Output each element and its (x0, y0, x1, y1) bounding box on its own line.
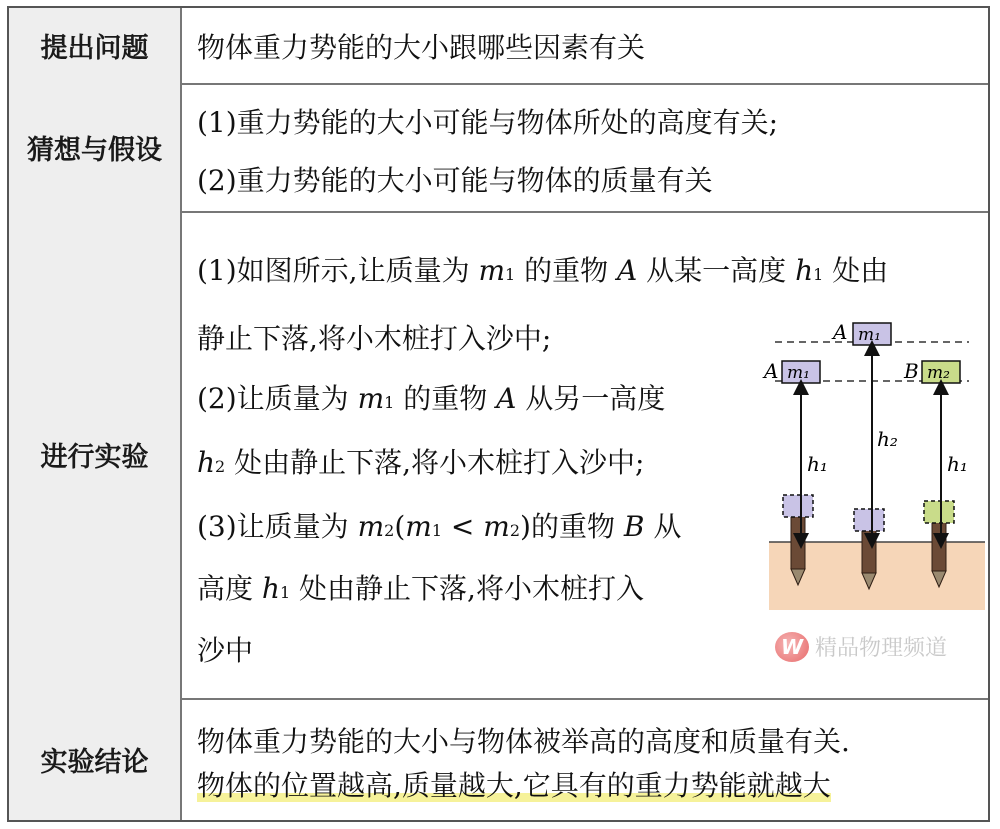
svg-text:B: B (904, 359, 919, 383)
row-label-hypothesis: 猜想与假设 (9, 83, 182, 211)
block-A-mid (762, 359, 820, 383)
svg-text:m₁: m₁ (858, 325, 881, 345)
conclusion-line-1: 物体重力势能的大小与物体被举高的高度和质量有关. (197, 725, 850, 758)
row-conclusion (9, 698, 988, 820)
row-label-conclusion: 实验结论 (9, 698, 182, 820)
step2-line1: (2)让质量为 m1 的重物 A 从另一高度 (197, 382, 666, 415)
hypothesis-line-2: (2)重力势能的大小可能与物体的质量有关 (197, 164, 713, 197)
step3-line3: 沙中 (197, 634, 254, 667)
block-landed-1 (783, 495, 813, 517)
svg-text:A: A (833, 320, 848, 344)
svg-text:A: A (764, 359, 779, 383)
row-content-experiment (183, 211, 988, 698)
step1-line1: (1)如图所示,让质量为 m1 的重物 A 从某一高度 h1 处由 (197, 254, 889, 287)
block-B-mid (903, 359, 960, 383)
row-label-experiment: 进行实验 (9, 211, 182, 698)
block-landed-3 (924, 501, 954, 523)
hypothesis-line-1: (1)重力势能的大小可能与物体所处的高度有关; (197, 106, 779, 139)
experiment-table (7, 6, 990, 822)
step2-line2: h2 处由静止下落,将小木桩打入沙中; (197, 446, 645, 479)
block-landed-2 (854, 509, 884, 531)
svg-text:m₂: m₂ (927, 363, 950, 383)
row-content-hypothesis (183, 83, 988, 211)
watermark: W 精品物理频道 (775, 631, 947, 662)
svg-text:m₁: m₁ (787, 363, 810, 383)
watermark-logo-icon: W (775, 632, 809, 662)
row-content-conclusion (183, 698, 988, 820)
row-question (9, 8, 988, 85)
step1-line2: 静止下落,将小木桩打入沙中; (197, 322, 552, 355)
row-content-question (183, 8, 988, 83)
question-text: 物体重力势能的大小跟哪些因素有关 (197, 31, 646, 64)
stake-3 (932, 519, 946, 587)
label-h1-right: h₁ (947, 452, 968, 476)
step3-line2: 高度 h1 处由静止下落,将小木桩打入 (197, 572, 644, 605)
label-h1-left: h₁ (807, 452, 828, 476)
row-hypothesis (9, 83, 988, 213)
conclusion-line-2: 物体的位置越高,质量越大,它具有的重力势能就越大 (197, 769, 831, 802)
step3-line1: (3)让质量为 m2(m1 < m2)的重物 B 从 (197, 510, 682, 543)
row-experiment (9, 211, 988, 700)
experiment-diagram (764, 315, 985, 615)
block-A-top (831, 320, 891, 345)
row-label-question: 提出问题 (9, 8, 182, 83)
label-h2: h₂ (877, 427, 898, 451)
stake-1 (791, 511, 805, 585)
